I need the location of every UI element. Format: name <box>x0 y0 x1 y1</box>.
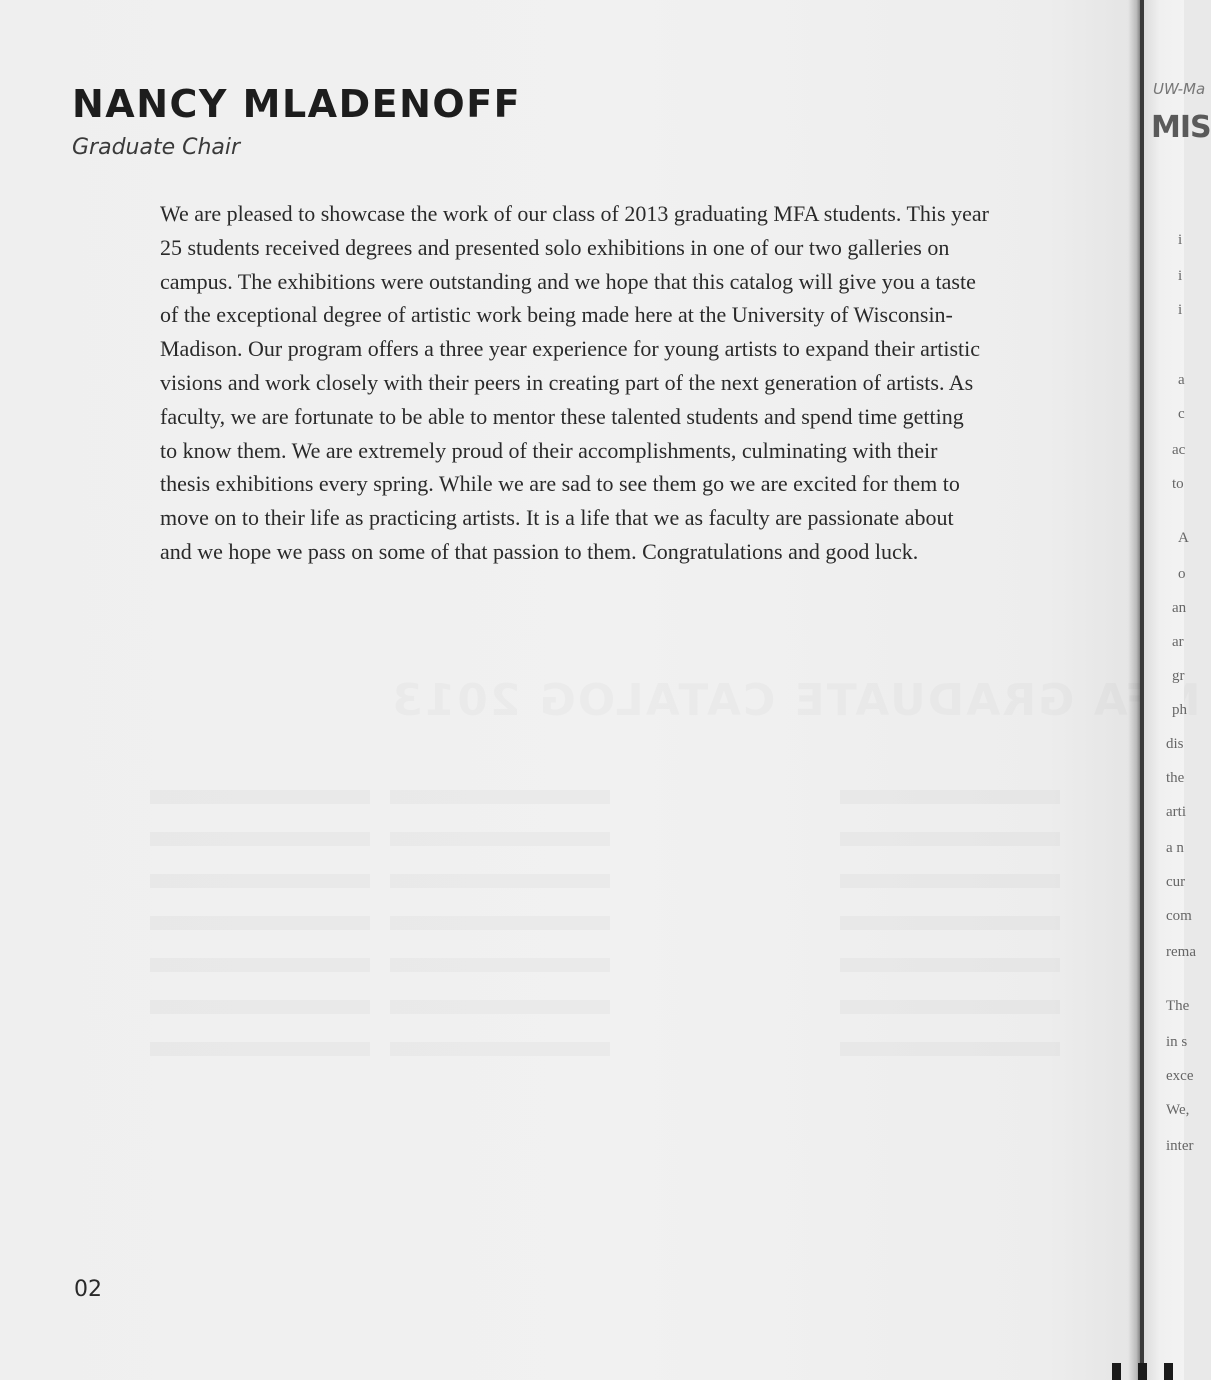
adjacent-text-fragment: The <box>1166 998 1190 1014</box>
author-name: NANCY MLADENOFF <box>72 82 522 126</box>
body-line: Madison. Our program offers a three year experience for young artists to expand their artistic <box>160 336 981 362</box>
show-through-column <box>840 790 1060 1080</box>
adjacent-text-fragment: a n <box>1166 840 1184 856</box>
adjacent-text-fragment: an <box>1172 600 1187 616</box>
adjacent-text-fragment: dis <box>1166 736 1184 752</box>
bottom-edge-marks <box>1112 1363 1184 1380</box>
body-line: thesis exhibitions every spring. While we are sad to see them go we are excited for them to <box>160 471 960 497</box>
adjacent-page-header-small: UW-Ma <box>1153 80 1206 98</box>
show-through-column <box>390 790 610 1080</box>
body-line: We are pleased to showcase the work of our class of 2013 graduating MFA students. This year <box>160 201 989 226</box>
letter-body <box>160 197 1060 569</box>
adjacent-text-fragment: cur <box>1166 874 1186 890</box>
adjacent-text-fragment: inter <box>1166 1138 1194 1154</box>
edge-mark <box>1112 1363 1121 1380</box>
adjacent-page <box>1144 0 1211 1380</box>
page-number: 02 <box>74 1277 102 1302</box>
adjacent-text-fragment: exce <box>1166 1068 1194 1084</box>
body-line: visions and work closely with their peers in creating part of the next generation of artists. As <box>160 369 974 395</box>
adjacent-text-fragment: ac <box>1172 442 1186 458</box>
body-line: 25 students received degrees and presented solo exhibitions in one of our two galleries on <box>160 234 950 260</box>
show-through-column <box>150 790 370 1080</box>
body-line: and we hope we pass on some of that passion to them. Congratulations and good luck. <box>160 538 919 564</box>
adjacent-page-header: MIS <box>1151 110 1211 145</box>
body-line: to know them. We are extremely proud of their accomplishments, culminating with their <box>160 437 938 463</box>
adjacent-text-fragment: the <box>1166 770 1185 786</box>
adjacent-text-fragment: in s <box>1166 1034 1188 1050</box>
adjacent-text-fragment: arti <box>1166 804 1186 820</box>
adjacent-text-fragment: We, <box>1166 1102 1190 1118</box>
adjacent-text-fragment: i <box>1178 268 1183 284</box>
adjacent-text-fragment: i <box>1178 232 1183 248</box>
adjacent-text-fragment: ar <box>1172 634 1184 650</box>
adjacent-text-fragment: c <box>1178 406 1185 422</box>
adjacent-text-fragment: gr <box>1172 668 1185 684</box>
body-line: faculty, we are fortunate to be able to mentor these talented students and spend time getting <box>160 403 964 429</box>
adjacent-text-fragment: a <box>1178 372 1185 388</box>
adjacent-text-fragment: o <box>1178 566 1186 582</box>
adjacent-text-fragment: ph <box>1172 702 1187 718</box>
adjacent-text-fragment: A <box>1178 530 1189 546</box>
show-through-text <box>390 675 1200 726</box>
adjacent-text-fragment: to <box>1172 476 1184 492</box>
body-line: of the exceptional degree of artistic work being made here at the University of Wisconsin- <box>160 302 953 328</box>
body-line: move on to their life as practicing artists. It is a life that we as faculty are passionate about <box>160 505 954 531</box>
adjacent-text-fragment: rema <box>1166 944 1196 960</box>
adjacent-text-fragment: i <box>1178 302 1183 318</box>
body-line: campus. The exhibitions were outstanding and we hope that this catalog will give you a taste <box>160 268 976 294</box>
edge-mark <box>1138 1363 1147 1380</box>
adjacent-text-fragment: com <box>1166 908 1192 924</box>
edge-mark <box>1164 1363 1173 1380</box>
author-role: Graduate Chair <box>72 135 241 160</box>
